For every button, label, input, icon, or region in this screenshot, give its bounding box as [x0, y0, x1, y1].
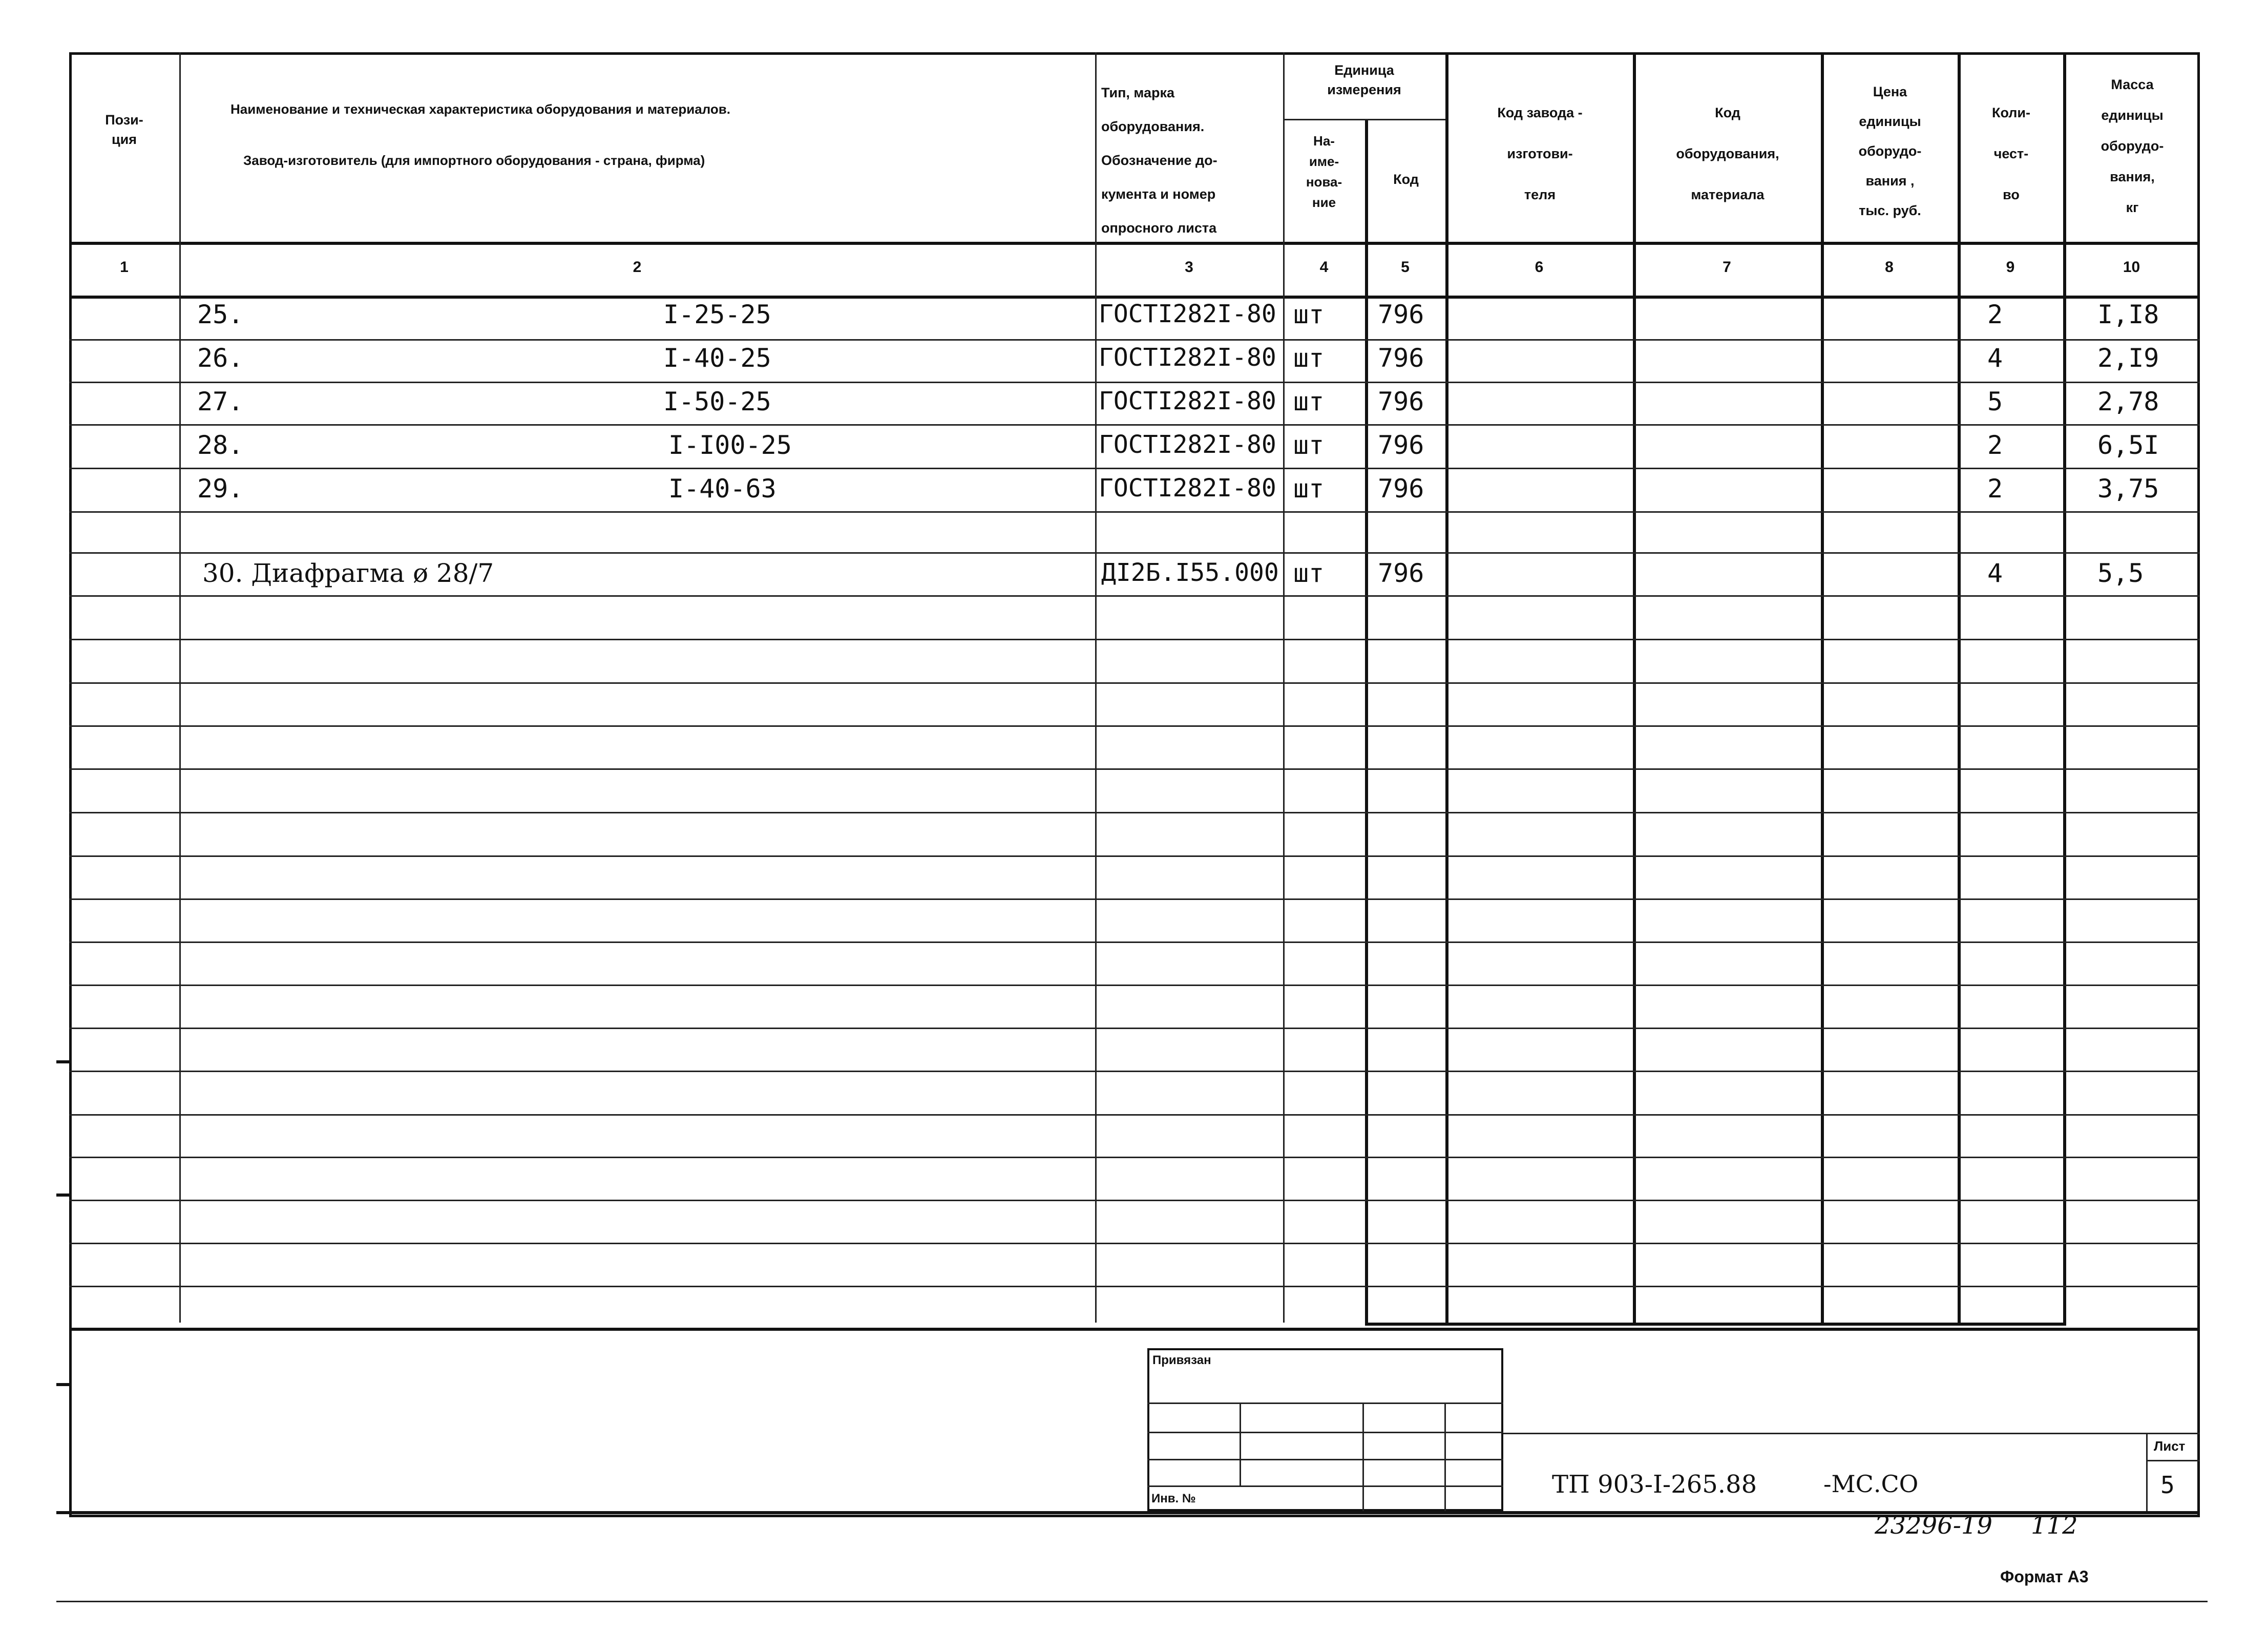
col-divider: [1958, 52, 1961, 1325]
header-position: Пози- ция: [105, 112, 143, 147]
document-suffix: -МС.СО: [1823, 1470, 1919, 1498]
row-name: I-40-63: [668, 474, 776, 504]
row-quantity: 2: [1987, 430, 2003, 460]
row-name: I-I00-25: [668, 430, 792, 460]
row-line: [69, 339, 2200, 341]
row-mass: 2,78: [2097, 387, 2159, 416]
header-type-doc: Тип, марка оборудования. Обозначение до- кумента и номер опросного листа: [1101, 85, 1217, 236]
inventory-number-label: Инв. №: [1151, 1492, 1196, 1505]
row-unit-code: 796: [1378, 387, 1424, 416]
column-number-4: 4: [1319, 259, 1329, 276]
row-document: ГОСТI282I-80: [1099, 474, 1276, 503]
row-line: [69, 382, 2200, 383]
stamp-line: [1147, 1459, 1503, 1460]
header-plant-code: Код завода - изготови- теля: [1497, 105, 1583, 202]
row-line: [69, 1286, 2200, 1287]
header-quantity: Коли- чест- во: [1991, 105, 2031, 202]
header-unit-price: Цена единицы оборудо- вания , тыс. руб.: [1858, 84, 1922, 218]
col-divider: [1821, 52, 1824, 1325]
column-number-10: 10: [2123, 259, 2140, 276]
row-line: [69, 511, 2200, 513]
row-unit: шт: [1293, 343, 1325, 373]
header-unit-mass: Масса единицы оборудо- вания, кг: [2101, 77, 2164, 215]
stamp-line: [1362, 1402, 1364, 1511]
row-line: [69, 1243, 2200, 1244]
col-divider: [1445, 52, 1448, 1325]
row-line: [69, 855, 2200, 857]
row-line: [69, 941, 2200, 943]
row-unit-code: 796: [1378, 300, 1424, 329]
row-quantity: 4: [1987, 558, 2003, 588]
row-line: [69, 1071, 2200, 1072]
row-position: 27.: [197, 387, 244, 416]
list-divider: [2146, 1433, 2148, 1512]
col-divider: [1283, 52, 1285, 1323]
list-divider: [2146, 1460, 2200, 1461]
column-number-3: 3: [1185, 259, 1193, 276]
margin-tick: [56, 1194, 71, 1197]
column-number-1: 1: [120, 259, 129, 276]
stamp-line: [1147, 1402, 1503, 1404]
list-number: 5: [2160, 1471, 2175, 1499]
col-divider: [2063, 52, 2066, 1325]
stamp-top-line: [1503, 1433, 2200, 1434]
row-unit: шт: [1293, 474, 1325, 504]
stamp-line: [1444, 1402, 1446, 1511]
row-name: I-25-25: [663, 300, 771, 329]
row-document: ДI2Б.I55.000: [1101, 558, 1279, 587]
header-unit-name: На- име- нова- ние: [1306, 133, 1342, 210]
column-number-8: 8: [1885, 259, 1894, 276]
table-bottom-line: [69, 1328, 2200, 1331]
row-mass: 2,I9: [2097, 343, 2159, 373]
row-document: ГОСТI282I-80: [1099, 430, 1276, 459]
right-block-bottom: [1365, 1323, 2066, 1326]
row-line: [69, 1114, 2200, 1116]
row-line: [69, 639, 2200, 640]
row-line: [69, 725, 2200, 727]
document-code: ТП 903-I-265.88: [1552, 1470, 1757, 1499]
column-number-9: 9: [2006, 259, 2015, 276]
row-position: 25.: [197, 300, 244, 329]
column-number-6: 6: [1535, 259, 1544, 276]
header-unit-group: Единица измерения: [1327, 62, 1401, 97]
header-name-line2: Завод-изготовитель (для импортного оборудования - страна, фирма): [243, 153, 705, 168]
row-line: [69, 424, 2200, 426]
privyazan-label: Привязан: [1152, 1353, 1211, 1367]
row-position: 29.: [197, 474, 244, 504]
row-quantity: 4: [1987, 343, 2003, 373]
row-line: [69, 682, 2200, 684]
row-line: [69, 468, 2200, 469]
col-divider: [179, 52, 181, 1323]
row-unit-code: 796: [1378, 474, 1424, 504]
column-number-5: 5: [1401, 259, 1410, 276]
row-line: [69, 552, 2200, 554]
row-unit-code: 796: [1378, 558, 1424, 588]
row-line: [69, 1157, 2200, 1158]
column-number-2: 2: [633, 259, 642, 276]
unit-group-split: [1283, 119, 1445, 120]
row-mass: 5,5: [2097, 558, 2144, 588]
sheet-trim-line: [56, 1601, 2208, 1602]
row-document: ГОСТI282I-80: [1099, 300, 1276, 328]
row-unit: шт: [1293, 430, 1325, 460]
row-name: I-50-25: [663, 387, 771, 416]
colnum-bottom-line: [69, 296, 2200, 299]
row-name: I-40-25: [663, 343, 771, 373]
row-line: [69, 898, 2200, 900]
margin-tick: [56, 1060, 71, 1063]
row-unit-code: 796: [1378, 430, 1424, 460]
row-line: [69, 1200, 2200, 1201]
row-document: ГОСТI282I-80: [1099, 343, 1276, 372]
stamp-line: [1147, 1432, 1503, 1433]
row-unit: шт: [1293, 558, 1325, 588]
header-equipment-code: Код оборудования, материала: [1676, 105, 1779, 202]
header-name-line1: Наименование и техническая характеристика оборудования и материалов.: [230, 101, 731, 117]
row-line: [69, 1028, 2200, 1029]
row-quantity: 2: [1987, 300, 2003, 329]
row-line: [69, 768, 2200, 770]
row-line: [69, 812, 2200, 813]
row-position: 30. Диафрагма ø 28/7: [202, 558, 494, 588]
col-divider: [1095, 52, 1097, 1323]
col-divider: [1633, 52, 1636, 1325]
row-line: [69, 595, 2200, 597]
row-mass: 3,75: [2097, 474, 2159, 504]
row-mass: I,I8: [2097, 300, 2159, 329]
margin-tick: [56, 1383, 71, 1386]
archive-suffix: 112: [2031, 1511, 2078, 1540]
header-unit-code: Код: [1393, 172, 1419, 187]
row-position: 26.: [197, 343, 244, 373]
stamp-line: [1240, 1402, 1241, 1485]
list-label: Лист: [2154, 1438, 2186, 1454]
archive-number: 23296-19: [1875, 1511, 1992, 1540]
column-number-7: 7: [1723, 259, 1731, 276]
col-divider: [1365, 119, 1368, 1325]
row-unit-code: 796: [1378, 343, 1424, 373]
row-quantity: 2: [1987, 474, 2003, 504]
row-mass: 6,5I: [2097, 430, 2159, 460]
row-unit: шт: [1293, 300, 1325, 329]
row-document: ГОСТI282I-80: [1099, 387, 1276, 415]
row-unit: шт: [1293, 387, 1325, 416]
row-quantity: 5: [1987, 387, 2003, 416]
stamp-line: [1147, 1485, 1503, 1487]
format-label: Формат А3: [2000, 1567, 2089, 1586]
row-line: [69, 985, 2200, 986]
row-position: 28.: [197, 430, 244, 460]
